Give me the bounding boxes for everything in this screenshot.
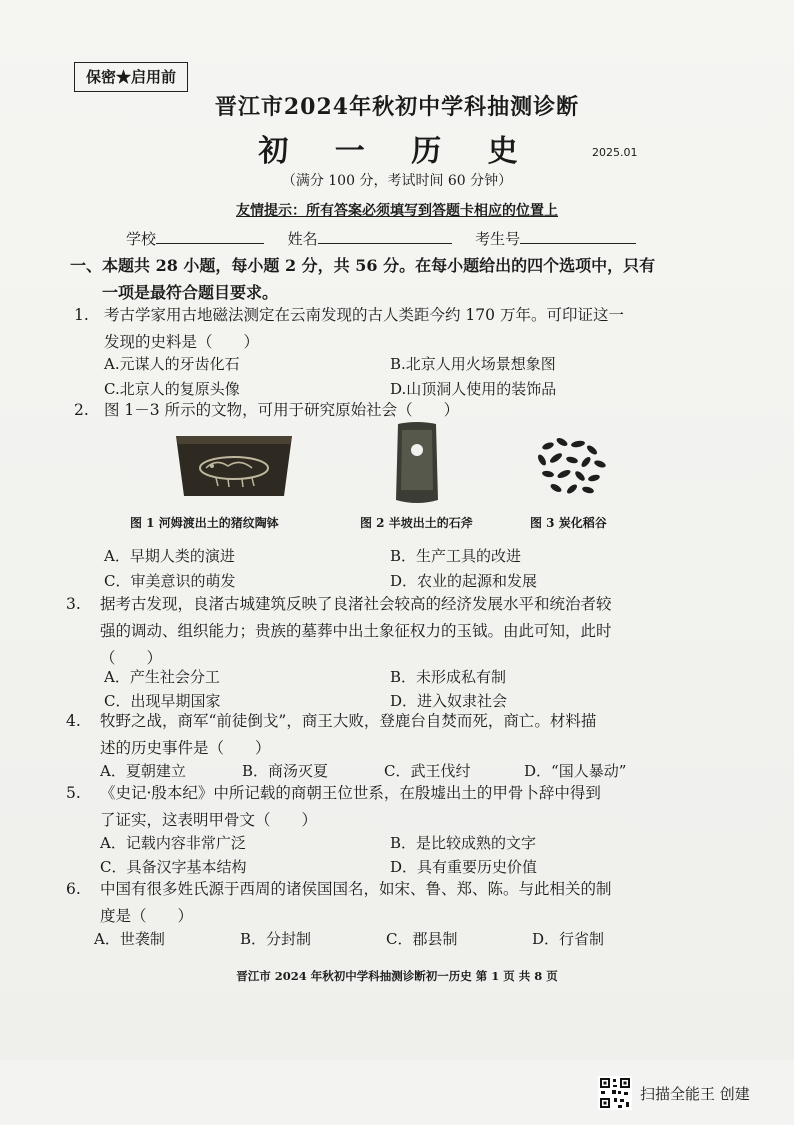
question-6 [66, 876, 676, 930]
question-text: 考古学家用古地磁法测定在云南发现的古人类距今约 170 万年。可印证这一 [104, 306, 624, 324]
option-a[interactable]: A．记载内容非常广泛 [100, 834, 246, 852]
name-label: 姓名 [287, 230, 318, 248]
question-text: 度是（ ） [100, 907, 194, 925]
qr-code-icon [598, 1076, 632, 1110]
question-text: 牧野之战，商军“前徒倒戈”，商王大败，登鹿台自焚而死，商亡。材料描 [100, 712, 597, 730]
student-info-fields [126, 228, 636, 249]
option-d[interactable]: D．进入奴隶社会 [390, 692, 508, 710]
question-text: 中国有很多姓氏源于西周的诸侯国国名，如宋、鲁、郑、陈。与此相关的制 [100, 880, 612, 898]
page-footer: 晋江市 2024 年秋初中学科抽测诊断初一历史 第 1 页 共 8 页 [236, 969, 558, 983]
option-d[interactable]: D．农业的起源和发展 [390, 572, 538, 590]
option-b[interactable]: B．商汤灭夏 [242, 762, 329, 780]
exam-title: 晋江市2024年秋初中学科抽测诊断 [214, 94, 580, 120]
question-text: 强的调动、组织能力；贵族的墓葬中出土象征权力的玉钺。由此可知，此时 [100, 622, 612, 640]
question-number: 4. [66, 712, 81, 730]
id-blank[interactable] [520, 229, 636, 244]
school-blank[interactable] [156, 229, 264, 244]
question-number: 6. [66, 880, 81, 898]
question-1 [74, 302, 674, 356]
question-number: 5. [66, 784, 81, 802]
option-b[interactable]: B．生产工具的改进 [390, 547, 522, 565]
option-c[interactable]: C．具备汉字基本结构 [100, 858, 247, 876]
section-one-instructions [70, 252, 670, 306]
option-d[interactable]: D．具有重要历史价值 [390, 858, 538, 876]
option-b[interactable]: B．是比较成熟的文字 [390, 834, 537, 852]
option-c[interactable]: C．武王伐纣 [384, 762, 471, 780]
option-b[interactable]: B.北京人用火场景想象图 [390, 355, 556, 373]
section-line-2: 一项是最符合题目要求。 [102, 283, 279, 302]
id-label: 考生号 [475, 230, 521, 248]
confidential-badge: 保密★启用前 [74, 62, 188, 92]
question-text: （ ） [100, 649, 163, 667]
question-5 [66, 780, 676, 834]
name-blank[interactable] [318, 229, 452, 244]
option-d[interactable]: D．“国人暴动” [524, 762, 627, 780]
figure-2-stone-axe-image [392, 420, 442, 506]
question-text: 《史记·殷本纪》中所记载的商朝王位世系，在殷墟出土的甲骨卜辞中得到 [100, 784, 601, 802]
option-c[interactable]: C．郡县制 [386, 930, 458, 948]
figure-1-caption: 图 1 河姆渡出土的猪纹陶钵 [130, 516, 279, 530]
question-number: 2. [74, 401, 89, 419]
option-a[interactable]: A.元谋人的牙齿化石 [104, 355, 240, 373]
option-c[interactable]: C.北京人的复原头像 [104, 380, 240, 398]
question-number: 3. [66, 595, 81, 613]
figure-2-caption: 图 2 半坡出土的石斧 [360, 516, 473, 530]
question-text: 图 1－3 所示的文物，可用于研究原始社会（ ） [104, 401, 460, 419]
option-b[interactable]: B．未形成私有制 [390, 668, 507, 686]
option-a[interactable]: A．早期人类的演进 [104, 547, 235, 565]
question-text: 据考古发现，良渚古城建筑反映了良渚社会较高的经济发展水平和统治者较 [100, 595, 612, 613]
score-note: （满分 100 分，考试时间 60 分钟） [281, 173, 513, 189]
option-a[interactable]: A．产生社会分工 [104, 668, 220, 686]
option-c[interactable]: C．审美意识的萌发 [104, 572, 236, 590]
question-text: 发现的史料是（ ） [104, 333, 260, 351]
option-c[interactable]: C．出现早期国家 [104, 692, 221, 710]
option-d[interactable]: D.山顶洞人使用的装饰品 [390, 380, 557, 398]
figure-3-carbonized-rice-image [528, 432, 612, 498]
figure-3-caption: 图 3 炭化稻谷 [530, 516, 607, 530]
option-b[interactable]: B．分封制 [240, 930, 312, 948]
friendly-tip: 友情提示：所有答案必须填写到答题卡相应的位置上 [236, 203, 558, 219]
subject-title: 初 一 历 史 [258, 134, 536, 169]
section-line-1: 一、本题共 28 小题，每小题 2 分，共 56 分。在每小题给出的四个选项中，只有 [70, 256, 656, 275]
option-a[interactable]: A．夏朝建立 [100, 762, 186, 780]
question-3 [66, 591, 676, 672]
exam-date: 2025.01 [592, 146, 638, 159]
question-text: 述的历史事件是（ ） [100, 739, 271, 757]
question-number: 1. [74, 306, 89, 324]
question-4 [66, 708, 676, 762]
question-text: 了证实，这表明甲骨文（ ） [100, 811, 318, 829]
option-a[interactable]: A．世袭制 [94, 930, 165, 948]
figure-1-pottery-bowl-image [172, 428, 296, 502]
school-label: 学校 [126, 230, 157, 248]
question-2 [74, 397, 674, 424]
scanner-watermark-text: 扫描全能王 创建 [640, 1085, 750, 1103]
option-d[interactable]: D．行省制 [532, 930, 605, 948]
